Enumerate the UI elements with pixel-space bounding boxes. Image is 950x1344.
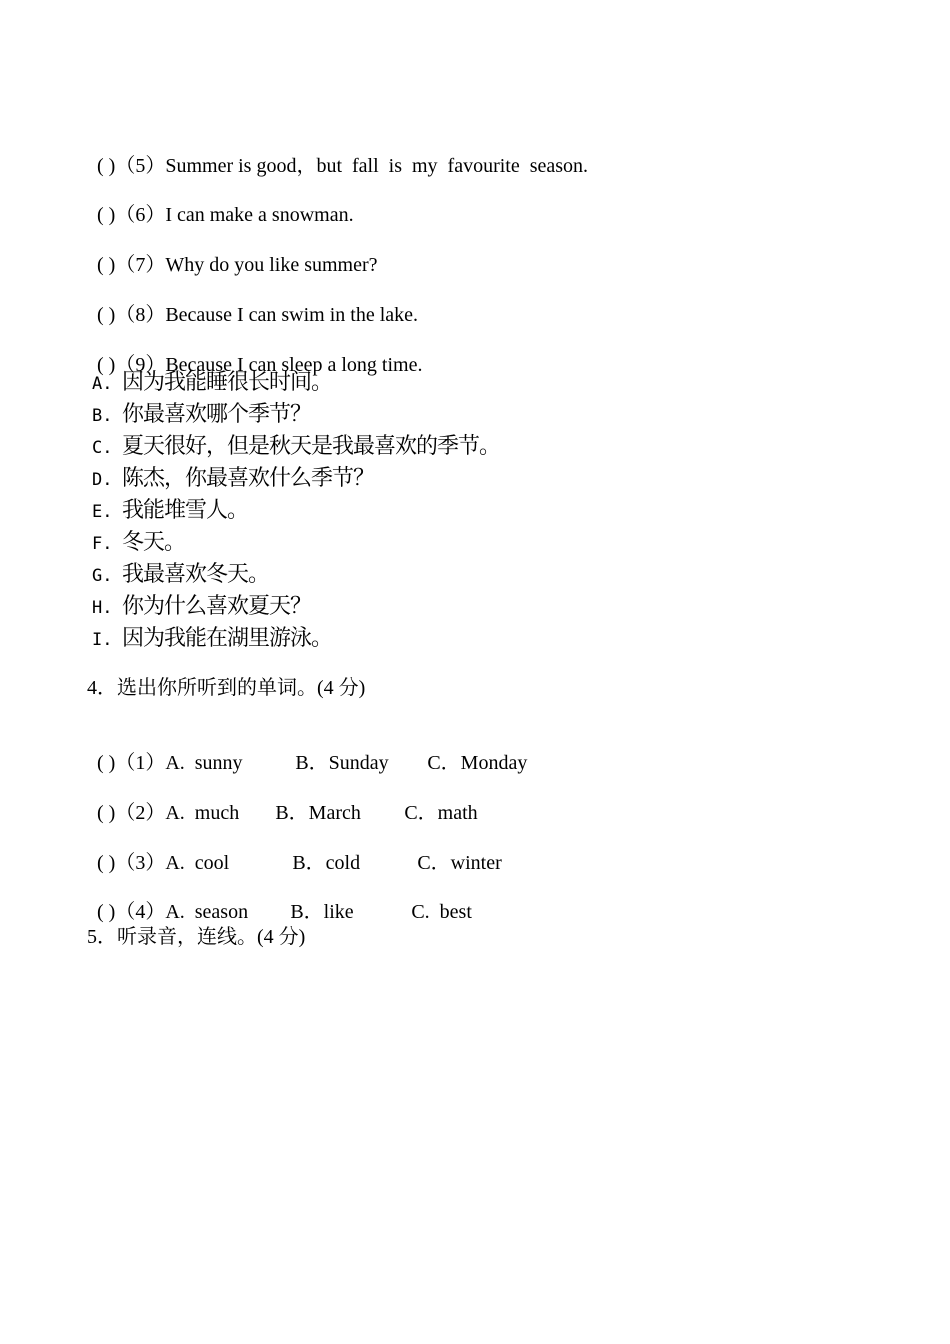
answer-bracket[interactable]: ( ) bbox=[97, 752, 116, 774]
question-number: （6） bbox=[115, 204, 166, 226]
choice-a[interactable]: A. much bbox=[165, 802, 240, 824]
question-number: （3） bbox=[115, 852, 166, 874]
option-e bbox=[92, 496, 248, 526]
question-8 bbox=[87, 279, 418, 327]
answer-bracket[interactable]: ( ) bbox=[97, 901, 116, 923]
answer-bracket[interactable]: ( ) bbox=[97, 304, 116, 326]
option-i bbox=[92, 624, 332, 654]
choice-c[interactable]: C. best bbox=[411, 901, 472, 923]
option-letter: D. bbox=[92, 470, 113, 490]
answer-bracket[interactable]: ( ) bbox=[97, 802, 116, 824]
question-number: （8） bbox=[115, 304, 166, 326]
question-number: （9） bbox=[115, 354, 166, 376]
option-d bbox=[92, 464, 374, 494]
choice-b[interactable]: B．like bbox=[290, 901, 354, 923]
question-number: （1） bbox=[115, 752, 166, 774]
option-a bbox=[92, 368, 332, 398]
option-text: 我最喜欢冬天。 bbox=[122, 562, 270, 587]
answer-bracket[interactable]: ( ) bbox=[97, 852, 116, 874]
option-text: 夏天很好，但是秋天是我最喜欢的季节。 bbox=[122, 434, 501, 459]
answer-bracket[interactable]: ( ) bbox=[97, 354, 116, 376]
option-c bbox=[92, 432, 500, 462]
option-letter: E. bbox=[92, 502, 113, 522]
choice-c[interactable]: C．math bbox=[404, 802, 478, 824]
option-text: 你最喜欢哪个季节？ bbox=[122, 402, 312, 427]
option-text: 你为什么喜欢夏天？ bbox=[122, 594, 312, 619]
answer-bracket[interactable]: ( ) bbox=[97, 155, 116, 177]
option-text: 陈杰，你最喜欢什么季节？ bbox=[122, 466, 375, 491]
choice-b[interactable]: B．cold bbox=[292, 852, 361, 874]
option-g bbox=[92, 560, 269, 590]
question-number: （2） bbox=[115, 802, 166, 824]
question-4-4 bbox=[87, 876, 472, 924]
section-4-title: 4．选出你所听到的单词。(4 分) bbox=[87, 677, 366, 699]
choice-b[interactable]: B．Sunday bbox=[295, 752, 389, 774]
question-text: Why do you like summer? bbox=[165, 254, 378, 276]
option-b bbox=[92, 400, 311, 430]
answer-options-image bbox=[92, 368, 501, 656]
question-text: Because I can swim in the lake. bbox=[165, 304, 419, 326]
question-7 bbox=[87, 229, 378, 277]
choice-a[interactable]: A. sunny bbox=[165, 752, 243, 774]
option-letter: A. bbox=[92, 374, 113, 394]
section-5-title: 5．听录音，连线。(4 分) bbox=[87, 926, 306, 948]
question-text: Summer is good，but fall is my favourite season. bbox=[165, 155, 589, 177]
question-5 bbox=[87, 130, 588, 178]
option-letter: B. bbox=[92, 406, 113, 426]
question-4-2 bbox=[87, 777, 478, 825]
option-text: 因为我能睡很长时间。 bbox=[122, 370, 333, 395]
question-number: （7） bbox=[115, 254, 166, 276]
answer-bracket[interactable]: ( ) bbox=[97, 254, 116, 276]
choice-a[interactable]: A. season bbox=[165, 901, 249, 923]
option-letter: G. bbox=[92, 566, 113, 586]
option-letter: H. bbox=[92, 598, 113, 618]
question-number: （4） bbox=[115, 901, 166, 923]
choice-c[interactable]: C．Monday bbox=[427, 752, 528, 774]
option-letter: F. bbox=[92, 534, 113, 554]
option-letter: I. bbox=[92, 630, 113, 650]
option-text: 我能堆雪人。 bbox=[122, 498, 249, 523]
option-h bbox=[92, 592, 311, 622]
question-text: I can make a snowman. bbox=[165, 204, 354, 226]
option-text: 冬天。 bbox=[122, 530, 186, 555]
option-text: 因为我能在湖里游泳。 bbox=[122, 626, 333, 651]
question-number: （5） bbox=[115, 155, 166, 177]
option-f bbox=[92, 528, 185, 558]
choice-a[interactable]: A. cool bbox=[165, 852, 230, 874]
question-6 bbox=[87, 179, 354, 227]
choice-b[interactable]: B．March bbox=[275, 802, 361, 824]
question-4-1 bbox=[87, 727, 527, 775]
option-letter: C. bbox=[92, 438, 113, 458]
question-4-3 bbox=[87, 827, 502, 875]
answer-bracket[interactable]: ( ) bbox=[97, 204, 116, 226]
question-text: Because I can sleep a long time. bbox=[165, 354, 423, 376]
choice-c[interactable]: C．winter bbox=[417, 852, 502, 874]
